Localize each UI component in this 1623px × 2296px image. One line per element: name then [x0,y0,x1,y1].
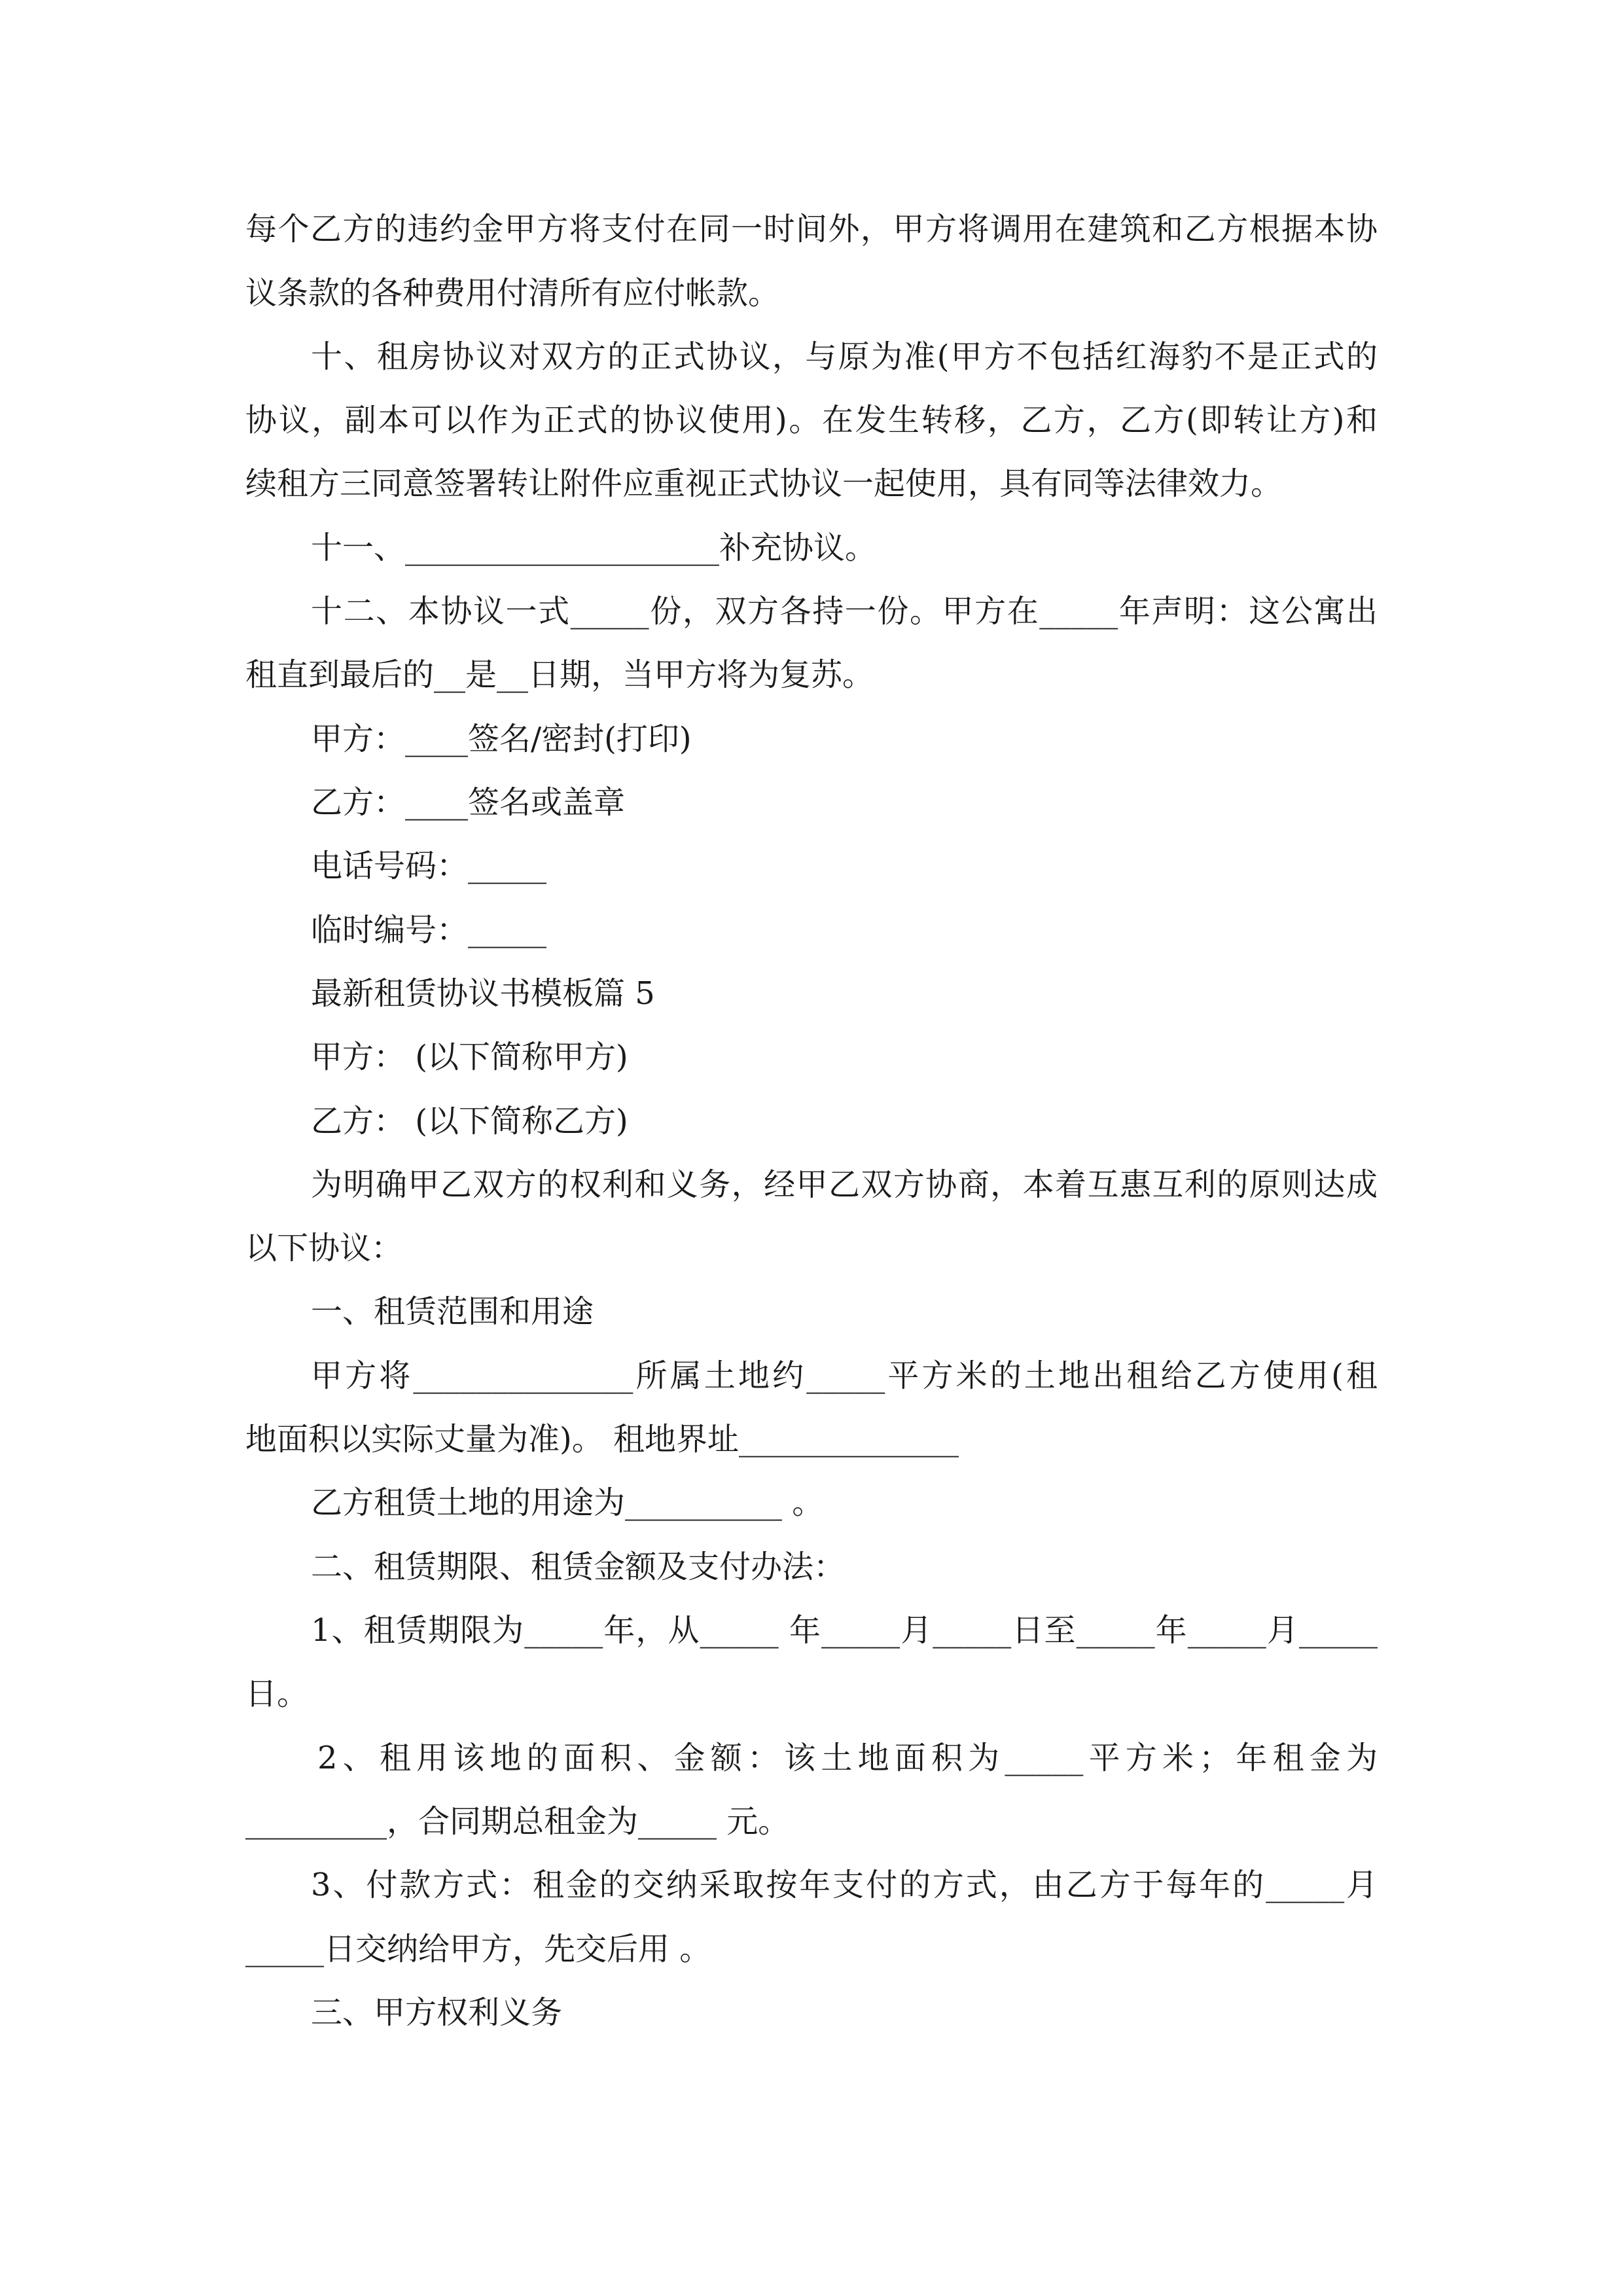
text-line: 十二、本协议一式_____份，双方各持一份。甲方在_____年声明：这公寓出 [311,593,1378,630]
text-line: 二、租赁期限、租赁金额及支付办法： [311,1549,846,1585]
text-line: 续租方三同意签署转让附件应重视正式协议一起使用，具有同等法律效力。 [245,465,1283,502]
text-line: 3、付款方式：租金的交纳采取按年支付的方式，由乙方于每年的_____月 [311,1867,1378,1903]
text-line: 协议，副本可以作为正式的协议使用)。在发生转移，乙方，乙方(即转让方)和 [245,402,1378,439]
text-line: _________，合同期总租金为_____ 元。 [245,1803,790,1840]
text-line: 以下协议： [245,1230,403,1266]
text-line: 1、租赁期限为_____年，从_____ 年_____月_____日至_____年_____月_____ [311,1612,1378,1649]
text-line: 甲方将______________所属土地约_____平方米的土地出租给乙方使用(租 [311,1357,1378,1394]
text-line: 日。 [245,1676,309,1712]
text-line: 十、租房协议对双方的正式协议，与原为准(甲方不包括红海豹不是正式的 [311,338,1378,375]
text-line: 临时编号：_____ [311,912,547,948]
text-line: 为明确甲乙双方的权利和义务，经甲乙双方协商，本着互惠互利的原则达成 [311,1166,1378,1203]
text-line: 租直到最后的__是__日期，当甲方将为复苏。 [245,656,874,693]
text-line: 一、租赁范围和用途 [311,1293,594,1330]
text-line: 十一、____________________补充协议。 [311,529,877,566]
text-line: 电话号码：_____ [311,848,547,884]
text-line: 地面积以实际丈量为准)。 租地界址______________ [245,1421,959,1458]
text-line: 每个乙方的违约金甲方将支付在同一时间外，甲方将调用在建筑和乙方根据本协 [245,211,1378,247]
text-line: 乙方： (以下简称乙方) [311,1103,628,1139]
text-line: 甲方：____签名/密封(打印) [311,721,692,757]
section-heading: 最新租赁协议书模板篇 5 [311,975,655,1012]
text-line: 议条款的各种费用付清所有应付帐款。 [245,275,780,312]
text-line: 2、租用该地的面积、金额：该土地面积为_____平方米；年租金为 [317,1740,1378,1776]
section-heading: 三、甲方权利义务 [311,1994,563,2031]
text-line: 乙方租赁土地的用途为__________ 。 [311,1484,824,1521]
text-line: 乙方：____签名或盖章 [311,784,626,821]
text-line: _____日交纳给甲方，先交后用 。 [245,1931,711,1967]
text-line: 甲方： (以下简称甲方) [311,1039,628,1075]
